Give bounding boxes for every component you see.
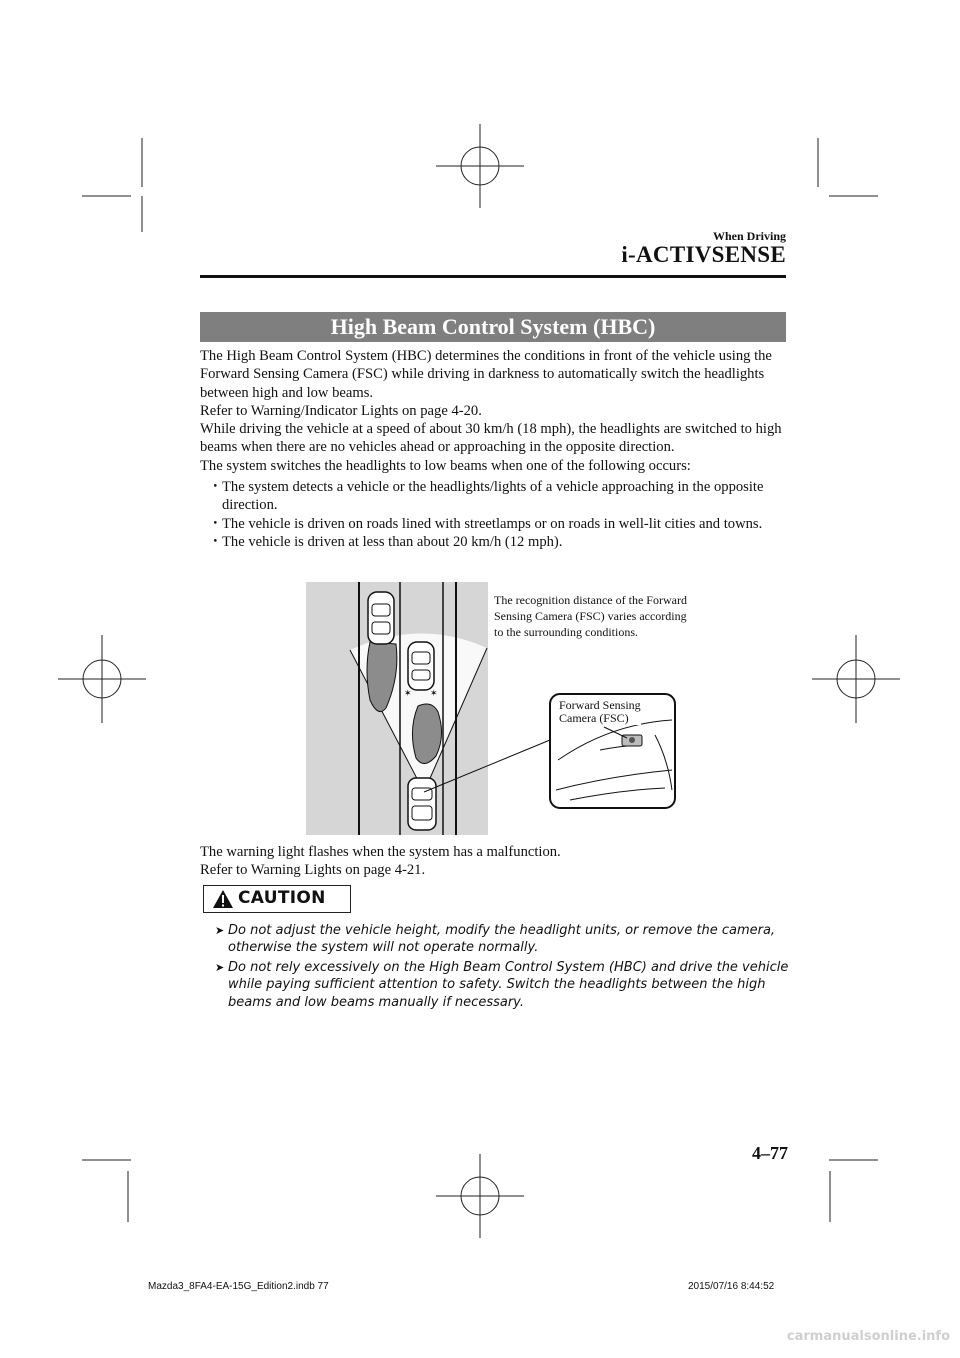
camera-label-line: Camera (FSC) [559, 711, 629, 725]
caution-list [215, 922, 795, 1013]
chapter-title: i-ACTIVSENSE [621, 242, 786, 267]
caution-label: CAUTION [238, 888, 326, 908]
intro-reference: Refer to Warning/Indicator Lights on page 4-20. [200, 402, 482, 419]
watermark: carmanualsonline.info [786, 1329, 950, 1344]
page-number: 4–77 [752, 1143, 788, 1163]
bullet-dot-icon: ・ [208, 479, 223, 495]
list-item [215, 922, 795, 957]
car-ahead-icon [404, 642, 438, 699]
list-item-text: The system detects a vehicle or the headlights/lights of a vehicle approaching in the opposite direction. [222, 479, 764, 514]
section-label: When Driving [712, 229, 786, 243]
footer-timestamp: 2015/07/16 8:44:52 [688, 1281, 775, 1292]
list-item [215, 959, 795, 1011]
warning-triangle-icon [212, 889, 234, 909]
recognition-note: The recognition distance of the Forward Sensing Camera (FSC) varies according to the surrounding conditions. [494, 593, 687, 639]
caution-item-text: Do not rely excessively on the High Beam Control System (HBC) and drive the vehicle while paying sufficient attention to safety. Switch the headlights between the high beams and low beams manually if necessary. [228, 959, 789, 1010]
oncoming-car-icon [368, 592, 394, 644]
own-car-icon [408, 778, 436, 830]
section-title: High Beam Control System (HBC) [200, 312, 786, 342]
list-item-text: The vehicle is driven on roads lined with streetlamps or on roads in well-lit cities and towns. [222, 515, 763, 532]
arrow-right-icon: ➤ [215, 924, 225, 937]
list-item-text: The vehicle is driven at less than about 20 km/h (12 mph). [222, 533, 563, 550]
arrow-right-icon: ➤ [215, 960, 225, 974]
warning-paragraph: The warning light flashes when the system has a malfunction. [200, 844, 561, 860]
footer-filename: Mazda3_8FA4-EA-15G_Edition2.indb 77 [148, 1281, 329, 1292]
camera-label [559, 699, 641, 725]
caution-item-text: Do not adjust the vehicle height, modify the headlight units, or remove the camera, otherwise the system will not operate normally. [228, 923, 776, 956]
caution-header [203, 885, 351, 913]
intro-paragraph: The system switches the headlights to low beams when one of the following occurs: [200, 457, 691, 474]
svg-text:✶: ✶ [404, 689, 412, 699]
svg-text:✶: ✶ [430, 689, 438, 699]
intro-paragraph: The High Beam Control System (HBC) determines the conditions in front of the vehicle using the Forward Sensing Camera (FSC) while driving in darkness to automatically switch the headlights between high and low beams. [200, 348, 772, 401]
camera-label-line: Forward Sensing [559, 698, 641, 712]
warning-reference: Refer to Warning Lights on page 4-21. [200, 862, 426, 879]
bullet-dot-icon: ・ [208, 533, 223, 550]
intro-paragraph: While driving the vehicle at a speed of about 30 km/h (18 mph), the headlights are switched to high beams when there are no vehicles ahead or approaching in the opposite direction. [200, 421, 782, 456]
bullet-dot-icon: ・ [208, 515, 223, 532]
warning-text [200, 843, 790, 880]
own-beam [412, 704, 441, 764]
